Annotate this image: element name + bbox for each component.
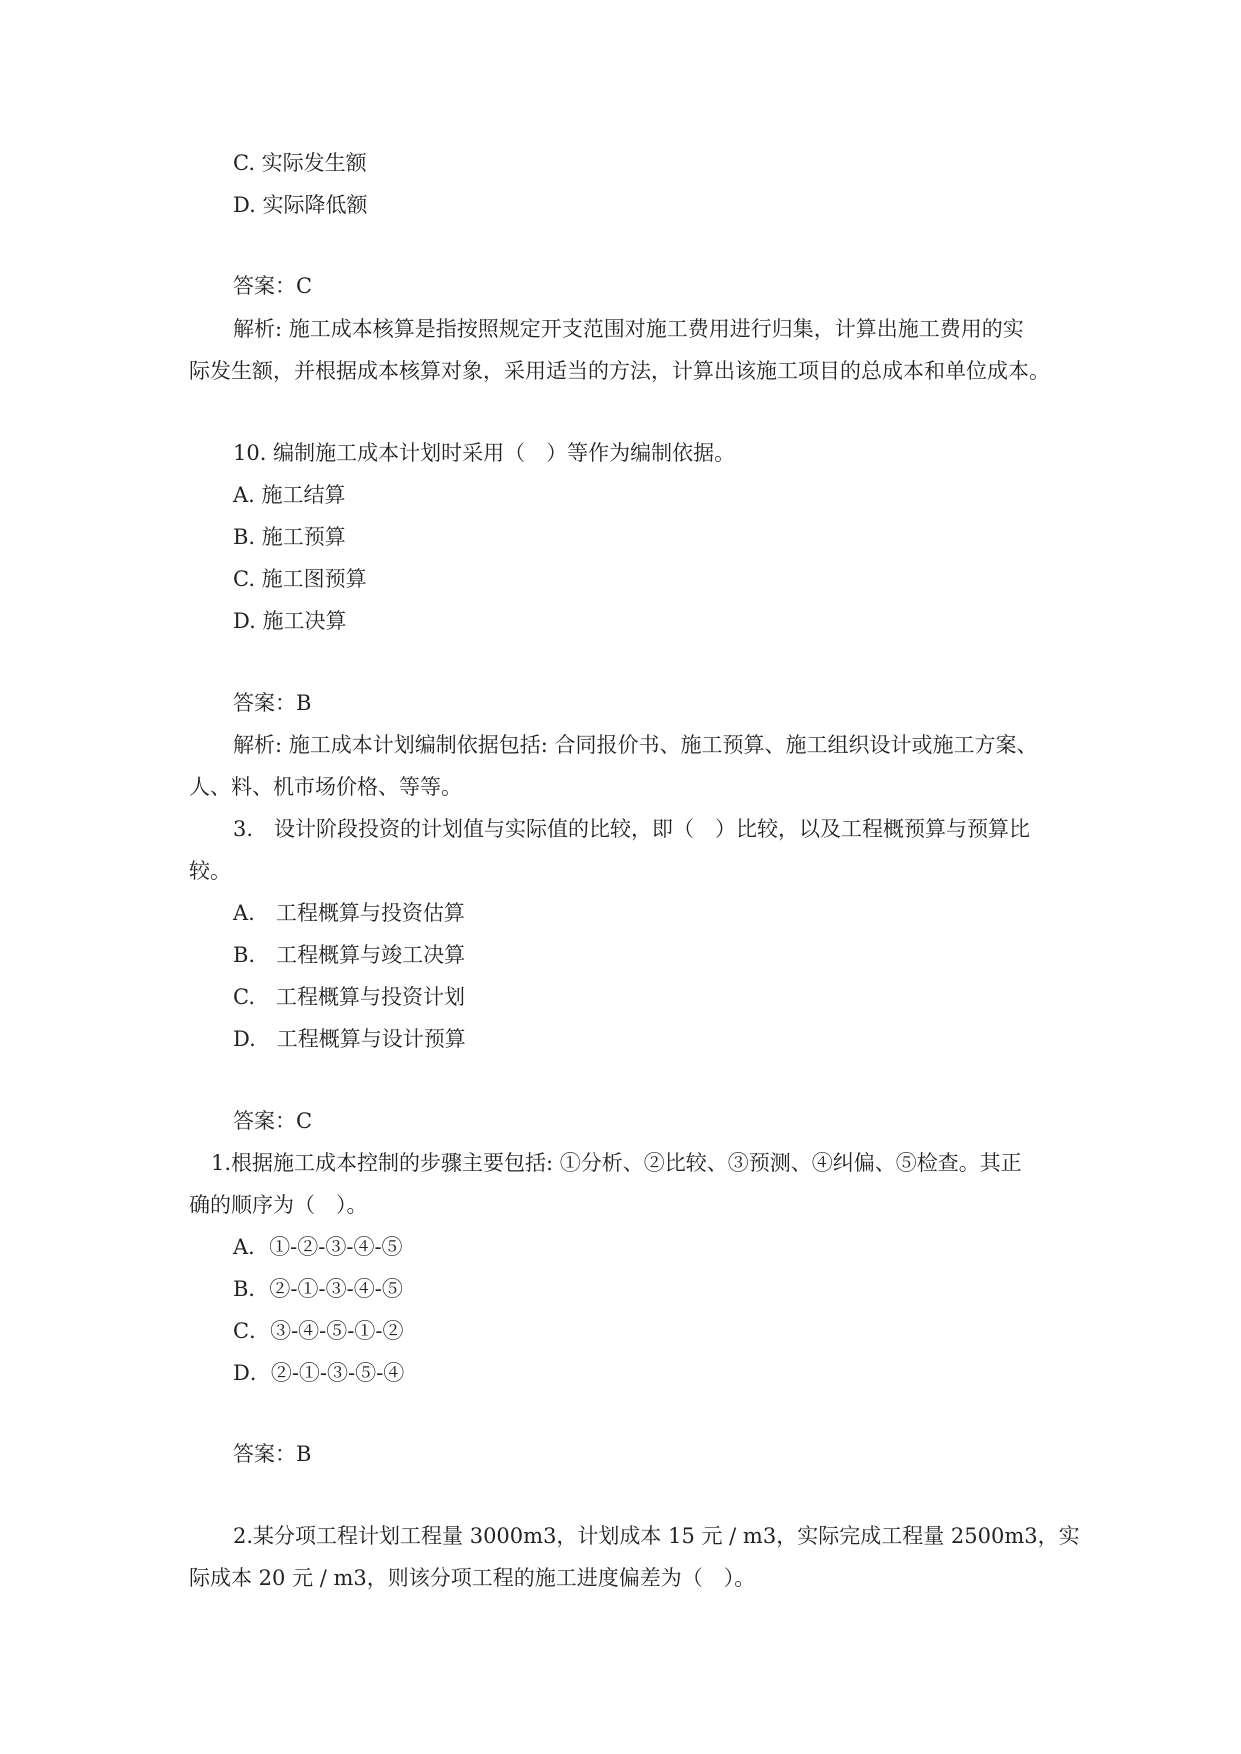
q10-option-b: B. 施工预算 [233, 525, 346, 549]
q1-option-a: A．①-②-③-④-⑤ [233, 1235, 403, 1259]
q1-option-b: B．②-①-③-④-⑤ [233, 1277, 403, 1301]
q10-stem: 10. 编制施工成本计划时采用（ ）等作为编制依据。 [233, 441, 736, 465]
q9-analysis-line1: 解析: 施工成本核算是指按照规定开支范围对施工费用进行归集，计算出施工费用的实 [233, 317, 1024, 341]
q3-answer: 答案：C [233, 1109, 313, 1133]
q9-option-c: C. 实际发生额 [233, 151, 367, 175]
q9-option-d: D. 实际降低额 [233, 193, 368, 217]
q10-analysis-line2: 人、料、机市场价格、等等。 [189, 775, 462, 799]
q2-stem-line2: 际成本 20 元 / m3，则该分项工程的施工进度偏差为（ ）。 [189, 1566, 756, 1590]
q3-option-d: D. 工程概算与设计预算 [233, 1027, 466, 1051]
q10-option-a: A. 施工结算 [233, 483, 346, 507]
q3-option-a: A. 工程概算与投资估算 [233, 901, 465, 925]
q9-answer: 答案：C [233, 274, 313, 298]
q2-stem-line1: 2.某分项工程计划工程量 3000m3，计划成本 15 元 / m3，实际完成工程量 2500m3，实 [233, 1524, 1080, 1548]
q1-option-d: D．②-①-③-⑤-④ [233, 1361, 405, 1385]
q3-stem-line2: 较。 [189, 859, 231, 883]
q1-answer: 答案：B [233, 1442, 312, 1466]
q9-analysis-line2: 际发生额，并根据成本核算对象，采用适当的方法，计算出该施工项目的总成本和单位成本。 [189, 359, 1050, 383]
q1-option-c: C．③-④-⑤-①-② [233, 1319, 404, 1343]
q10-option-d: D. 施工决算 [233, 609, 347, 633]
q3-option-c: C. 工程概算与投资计划 [233, 985, 465, 1009]
q1-stem-line2: 确的顺序为（ ）。 [189, 1193, 368, 1217]
q10-option-c: C. 施工图预算 [233, 567, 367, 591]
q10-answer: 答案：B [233, 691, 312, 715]
q1-stem-line1: 1.根据施工成本控制的步骤主要包括: ①分析、②比较、③预测、④纠偏、⑤检查。其正 [211, 1151, 1022, 1175]
q10-analysis-line1: 解析: 施工成本计划编制依据包括: 合同报价书、施工预算、施工组织设计或施工方案、 [233, 733, 1038, 757]
q3-stem-line1: 3. 设计阶段投资的计划值与实际值的比较，即（ ）比较，以及工程概预算与预算比 [233, 817, 1031, 841]
q3-option-b: B. 工程概算与竣工决算 [233, 943, 466, 967]
